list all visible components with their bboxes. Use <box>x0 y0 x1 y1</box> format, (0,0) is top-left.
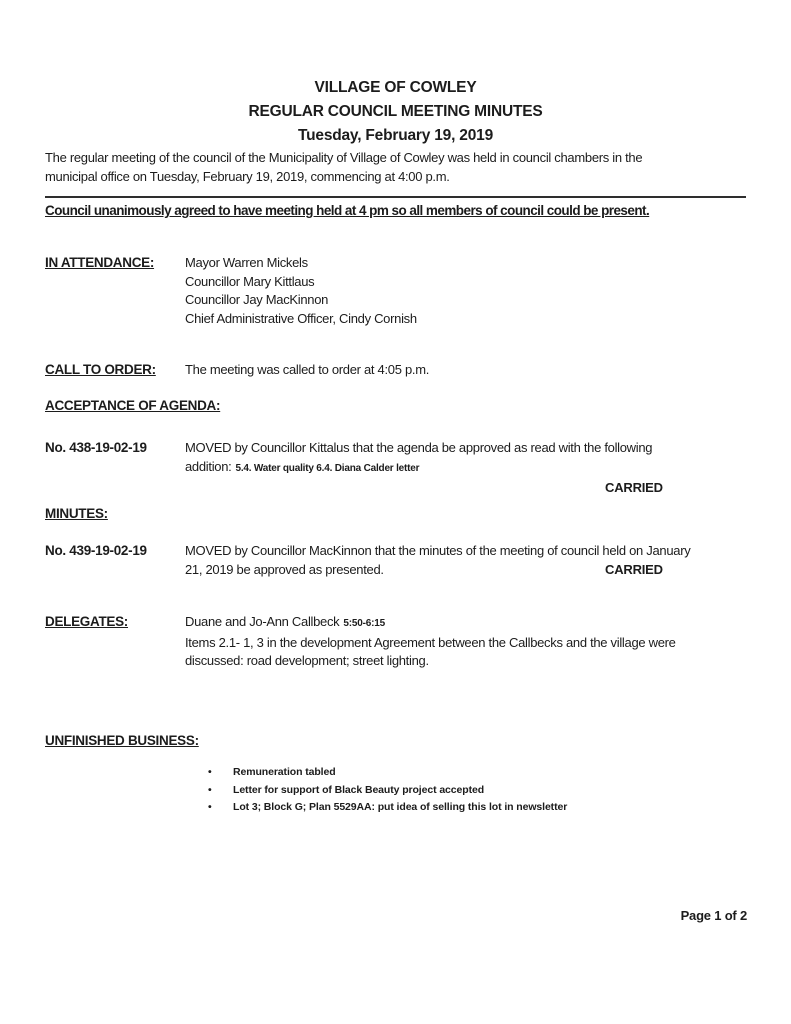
unfinished-business-list <box>208 764 748 817</box>
page-number-label: Page 1 of 2 <box>680 908 747 923</box>
intro-paragraph <box>45 149 765 186</box>
bullet-icon: • <box>208 801 212 813</box>
attendee-councillor-2: Councillor Jay MacKinnon <box>185 292 329 307</box>
attendance-label: IN ATTENDANCE: <box>45 255 155 270</box>
attendee-mayor: Mayor Warren Mickels <box>185 255 308 270</box>
call-to-order-section <box>45 361 745 380</box>
motion-439-number: No. 439-19-02-19 <box>45 543 147 558</box>
delegates-section <box>45 613 745 671</box>
delegates-label: DELEGATES: <box>45 614 129 629</box>
attendance-list <box>185 254 745 328</box>
delegates-names: Duane and Jo-Ann Callbeck <box>185 614 340 629</box>
list-item <box>208 782 748 800</box>
motion-438-line-1: MOVED by Councillor Kittalus that the agenda be approved as read with the following <box>185 440 653 455</box>
intro-line-2: municipal office on Tuesday, February 19, 2019, commencing at 4:00 p.m. <box>45 168 450 184</box>
motion-438-line-2 <box>185 458 745 479</box>
doc-title-line1: VILLAGE OF COWLEY <box>314 79 477 96</box>
attendee-cao: Chief Administrative Officer, Cindy Cornish <box>185 310 417 326</box>
doc-title-line2: REGULAR COUNCIL MEETING MINUTES <box>248 103 543 120</box>
motion-439-row <box>45 542 745 579</box>
motion-438-carried-label: CARRIED <box>605 480 663 495</box>
call-to-order-text: The meeting was called to order at 4:05 p.m. <box>185 362 430 377</box>
delegates-line-2: Items 2.1- 1, 3 in the development Agreement between the Callbecks and the village were <box>185 634 676 650</box>
delegates-line-3: discussed: road development; street lighting. <box>185 653 429 668</box>
intro-line-1: The regular meeting of the council of the Municipality of Village of Cowley was held in council chambers in the <box>45 150 643 165</box>
list-item <box>208 764 748 782</box>
motion-439-carried-label: CARRIED <box>605 561 663 577</box>
attendance-section <box>45 254 745 328</box>
list-item-text: Remuneration tabled <box>233 766 336 778</box>
motion-438-addition-label: addition: <box>185 458 232 474</box>
horizontal-divider <box>45 196 746 198</box>
motion-438-addition-items: 5.4. Water quality 6.4. Diana Calder letter <box>235 462 420 474</box>
motion-438-row <box>45 439 745 495</box>
meeting-time-notice: Council unanimously agreed to have meeting held at 4 pm so all members of council could be present. <box>45 203 650 218</box>
motion-439-line-1: MOVED by Councillor MacKinnon that the minutes of the meeting of council held on January <box>185 543 691 558</box>
list-item-text: Lot 3; Block G; Plan 5529AA: put idea of selling this lot in newsletter <box>233 801 568 813</box>
list-item-text: Letter for support of Black Beauty project accepted <box>233 783 485 796</box>
delegates-line-1 <box>185 613 745 634</box>
bullet-icon: • <box>208 766 212 778</box>
attendee-councillor-1: Councillor Mary Kittlaus <box>185 273 315 289</box>
agenda-heading: ACCEPTANCE OF AGENDA: <box>45 398 221 413</box>
delegates-time-range: 5:50-6:15 <box>343 618 385 629</box>
minutes-heading: MINUTES: <box>45 506 108 521</box>
bullet-icon: • <box>208 783 212 796</box>
unfinished-business-heading: UNFINISHED BUSINESS: <box>45 733 199 748</box>
list-item <box>208 799 748 817</box>
motion-439-line-2: 21, 2019 be approved as presented. <box>185 561 384 577</box>
doc-title-line3: Tuesday, February 19, 2019 <box>298 127 493 144</box>
motion-438-number: No. 438-19-02-19 <box>45 440 147 455</box>
call-to-order-label: CALL TO ORDER: <box>45 362 156 377</box>
